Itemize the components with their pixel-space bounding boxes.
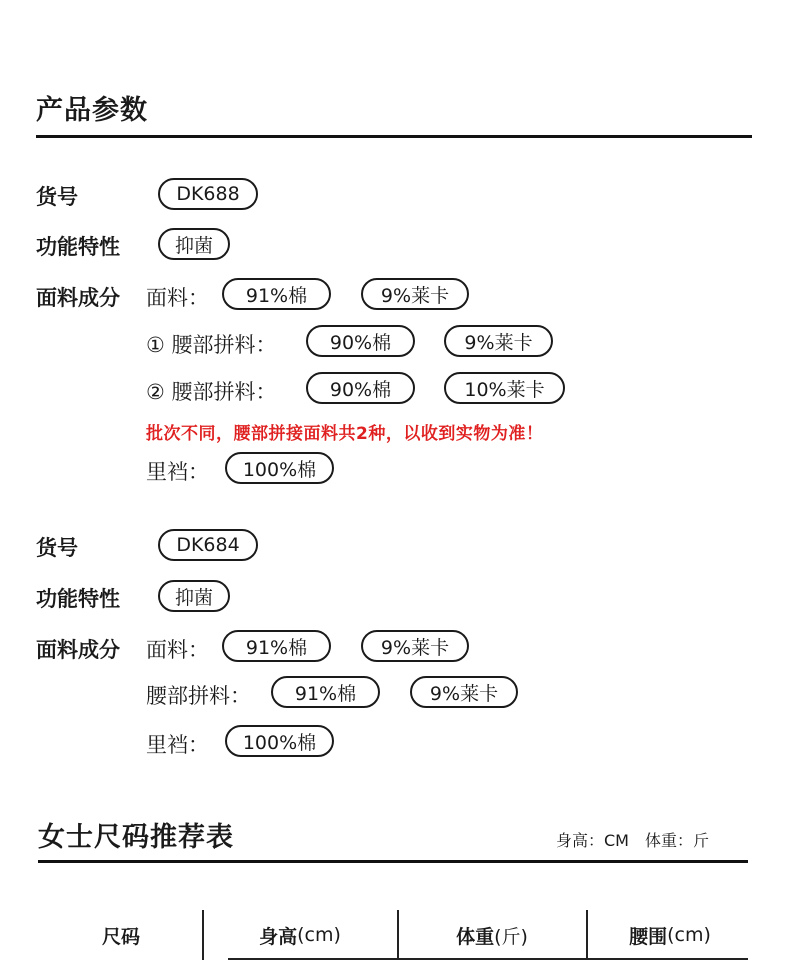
height-header-text: 身高 <box>259 925 298 948</box>
waist-header-cell <box>587 910 753 960</box>
params-title: 产品参数 <box>36 95 148 126</box>
crotch-value: 100%棉 <box>225 725 334 757</box>
item-number-label: 货号 <box>36 536 78 560</box>
function-value: 抑菌 <box>158 580 230 612</box>
waist-panel-1-cotton: 90%棉 <box>306 325 415 357</box>
waist-panel-label: 腰部拼料： <box>146 684 251 708</box>
size-chart-title: 女士尺码推荐表 <box>38 822 234 853</box>
size-units-note: 身高：CM 体重：斤 <box>556 831 709 850</box>
item-number-value: DK684 <box>158 529 258 561</box>
fabric-sub-label: 面料： <box>146 638 209 662</box>
height-header-cell <box>203 910 397 960</box>
item-number-label: 货号 <box>36 185 78 209</box>
crotch-value: 100%棉 <box>225 452 334 484</box>
waist-panel-2-lycra: 10%莱卡 <box>444 372 565 404</box>
function-value: 抑菌 <box>158 228 230 260</box>
weight-header-unit: (斤) <box>494 925 528 948</box>
item-number-value: DK688 <box>158 178 258 210</box>
weight-header-text: 体重 <box>456 925 495 948</box>
waist-panel-cotton: 91%棉 <box>271 676 380 708</box>
fabric-value-lycra: 9%莱卡 <box>361 278 469 310</box>
fabric-value-lycra: 9%莱卡 <box>361 630 469 662</box>
waist-header-unit: (cm) <box>667 924 711 946</box>
height-header-unit: (cm) <box>297 924 341 946</box>
weight-header-cell <box>398 910 586 960</box>
size-header-cell <box>40 910 202 960</box>
waist-panel-lycra: 9%莱卡 <box>410 676 518 708</box>
fabric-value-cotton: 91%棉 <box>222 278 331 310</box>
waist-panel-1-label: ① 腰部拼料： <box>146 333 277 357</box>
size-header-text: 尺码 <box>101 925 140 948</box>
batch-note: 批次不同，腰部拼接面料共2种，以收到实物为准！ <box>146 424 544 444</box>
waist-header-text: 腰围 <box>629 925 668 948</box>
fabric-value-cotton: 91%棉 <box>222 630 331 662</box>
waist-panel-2-cotton: 90%棉 <box>306 372 415 404</box>
size-chart-divider <box>38 860 748 863</box>
fabric-label: 面料成分 <box>36 286 120 310</box>
fabric-sub-label: 面料： <box>146 286 209 310</box>
function-label: 功能特性 <box>36 587 120 611</box>
crotch-label: 里裆： <box>146 733 209 757</box>
waist-panel-1-lycra: 9%莱卡 <box>444 325 553 357</box>
function-label: 功能特性 <box>36 235 120 259</box>
crotch-label: 里裆： <box>146 460 209 484</box>
fabric-label: 面料成分 <box>36 638 120 662</box>
params-divider <box>36 135 752 138</box>
waist-panel-2-label: ② 腰部拼料： <box>146 380 277 404</box>
